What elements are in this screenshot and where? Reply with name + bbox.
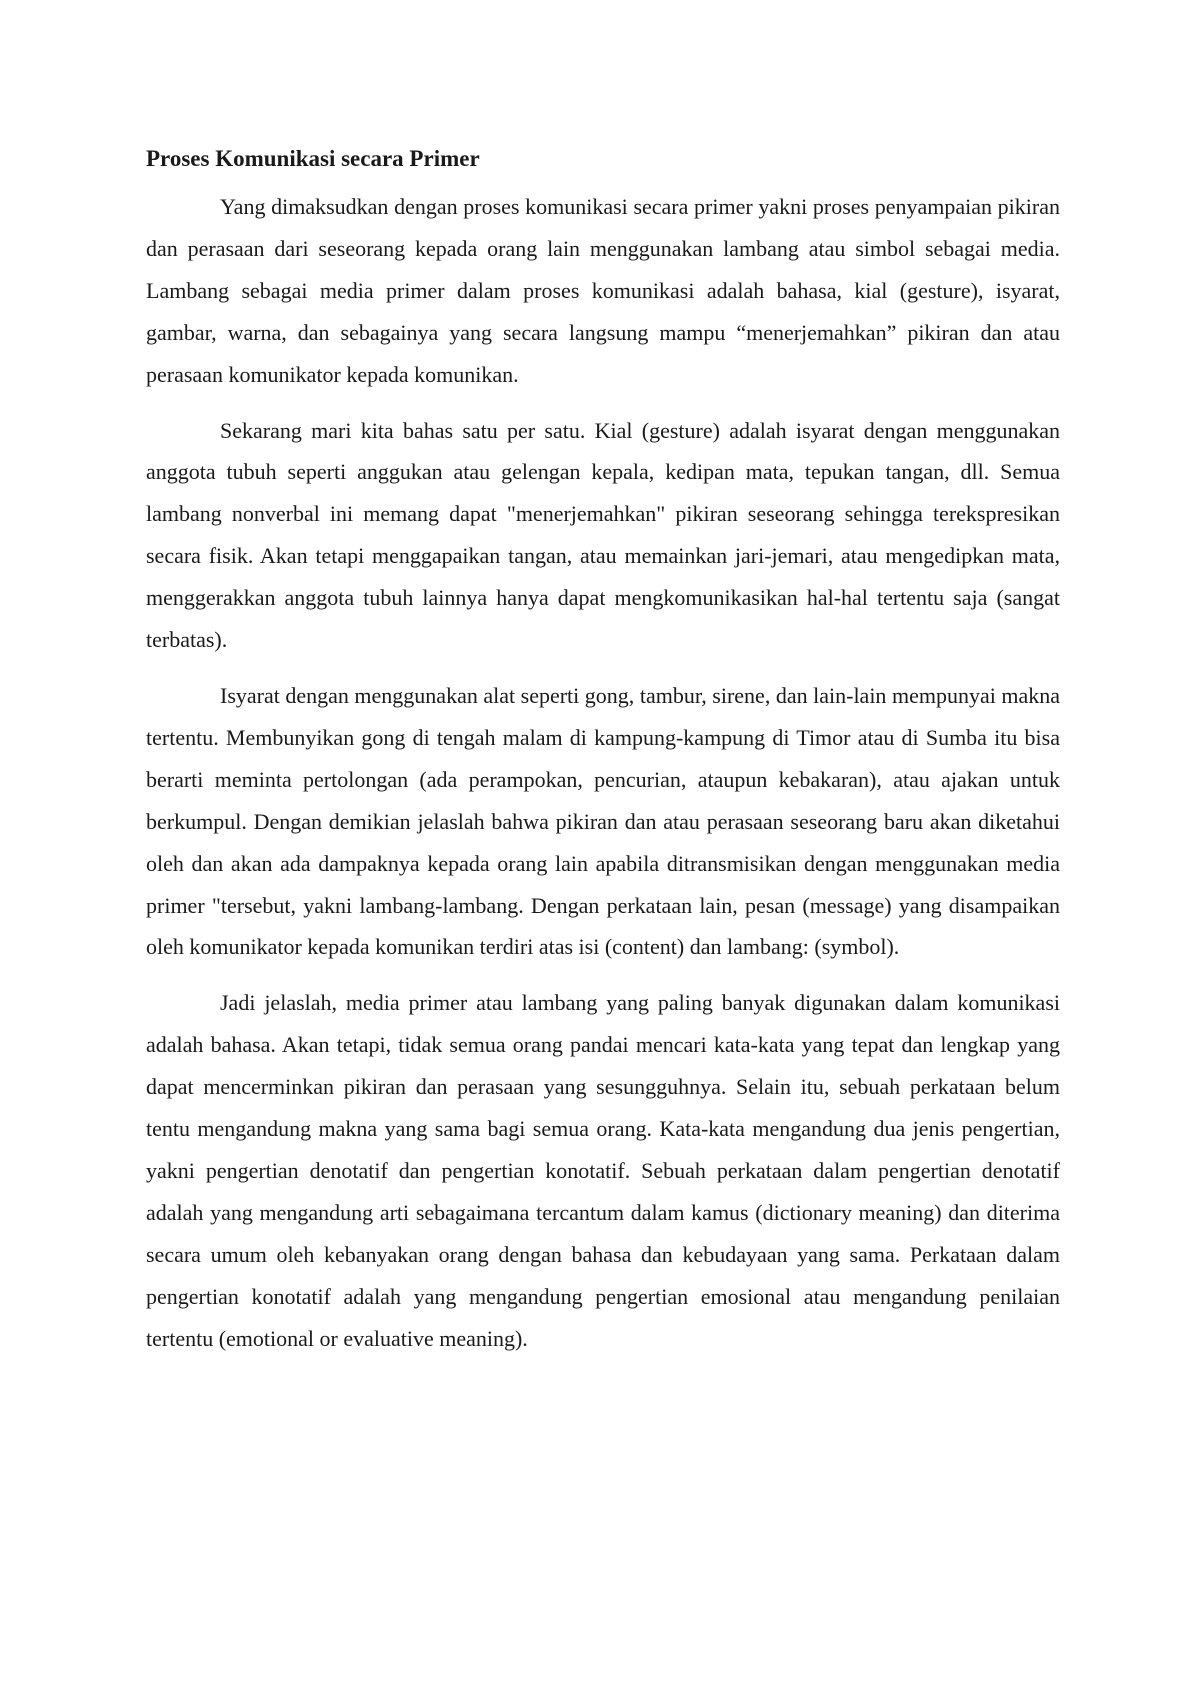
document-title: Proses Komunikasi secara Primer: [146, 146, 480, 171]
paragraph-2: Sekarang mari kita bahas satu per satu. Kial (gesture) adalah isyarat dengan menggunakan anggota tubuh seperti anggukan atau gelengan kepala, kedipan mata, tepukan tangan, dll. Semua lambang nonverbal ini memang dapat "menerjemahkan" pikiran seseorang sehingga terekspresikan secara fisik. Akan tetapi menggapaikan tangan, atau memainkan jari-jemari, atau mengedipkan mata, menggerakkan anggota tubuh lainnya hanya dapat mengkomunikasikan hal-hal tertentu saja (sangat terbatas).: [146, 417, 1060, 653]
document-body: [146, 142, 1060, 1373]
paragraph-4: Jadi jelaslah, media primer atau lambang yang paling banyak digunakan dalam komunikasi adalah bahasa. Akan tetapi, tidak semua orang pandai mencari kata-kata yang tepat dan lengkap yang dapat mencerminkan pikiran dan perasaan yang sesungguhnya. Selain itu, sebuah perkataan belum tentu mengandung makna yang sama bagi semua orang. Kata-kata mengandung dua jenis pengertian, yakni pengertian denotatif dan pengertian konotatif. Sebuah perkataan dalam pengertian denotatif adalah yang mengandung arti sebagaimana tercantum dalam kamus (dictionary meaning) dan diterima secara umum oleh kebanyakan orang dengan bahasa dan kebudayaan yang sama. Perkataan dalam pengertian konotatif adalah yang mengandung pengertian emosional atau mengandung penilaian tertentu (emotional or evaluative meaning).: [146, 990, 1060, 1351]
paragraph-1: Yang dimaksudkan dengan proses komunikasi secara primer yakni proses penyampaian pikiran dan perasaan dari seseorang kepada orang lain menggunakan lambang atau simbol sebagai media. Lambang sebagai media primer dalam proses komunikasi adalah bahasa, kial (gesture), isyarat, gambar, warna, dan sebagainya yang secara langsung mampu “menerjemahkan” pikiran dan atau perasaan komunikator kepada komunikan.: [146, 194, 1060, 387]
paragraph-3: Isyarat dengan menggunakan alat seperti gong, tambur, sirene, dan lain-lain mempunyai makna tertentu. Membunyikan gong di tengah malam di kampung-kampung di Timor atau di Sumba itu bisa berarti meminta pertolongan (ada perampokan, pencurian, ataupun kebakaran), atau ajakan untuk berkumpul. Dengan demikian jelaslah bahwa pikiran dan atau perasaan seseorang baru akan diketahui oleh dan akan ada dampaknya kepada orang lain apabila ditransmisikan dengan menggunakan media primer "tersebut, yakni lambang-lambang. Dengan perkataan lain, pesan (message) yang disampaikan oleh komunikator kepada komunikan terdiri atas isi (content) dan lambang: (symbol).: [146, 682, 1060, 960]
